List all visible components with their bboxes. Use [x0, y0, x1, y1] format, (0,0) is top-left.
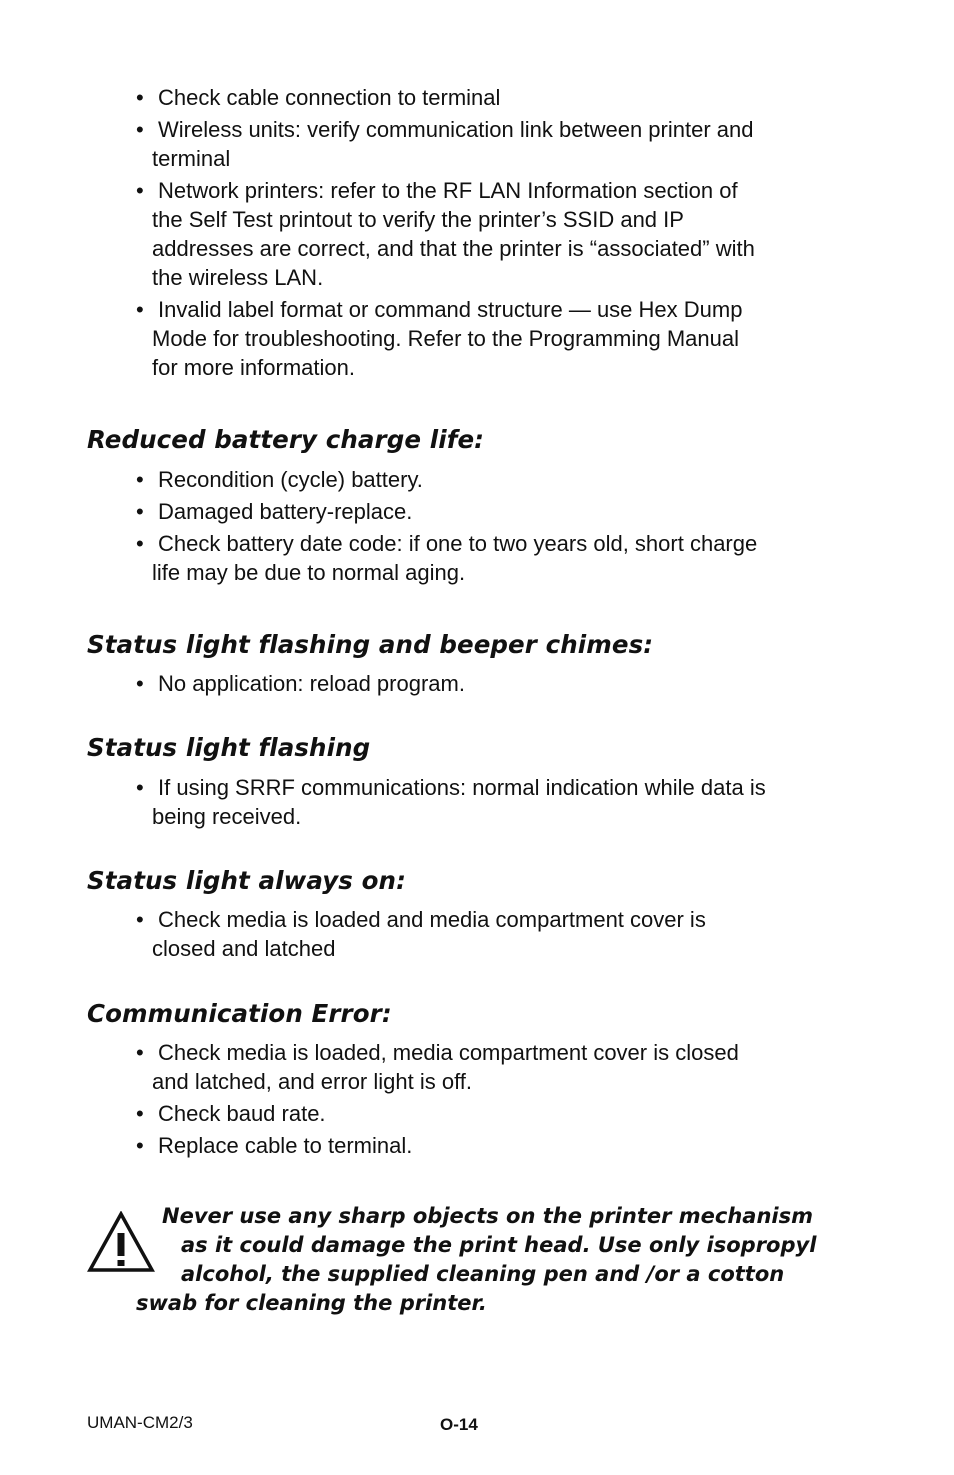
warning-note [136, 1202, 836, 1318]
list-cable-checks [136, 83, 755, 385]
section-heading-status-always-on: Status light always on: [87, 866, 406, 895]
list-battery [136, 465, 757, 590]
list-item: • Wireless units: verify communication link between printer and terminal [136, 117, 754, 171]
section-heading-battery: Reduced battery charge life: [87, 425, 485, 454]
list-status-beeper [136, 669, 465, 701]
warning-line: alcohol, the supplied cleaning pen and /or a cotton [181, 1262, 785, 1286]
list-item: • Check cable connection to terminal [136, 85, 501, 110]
list-item: • Check battery date code: if one to two years old, short charge life may be due to normal aging. [136, 531, 758, 585]
warning-line: Never use any sharp objects on the printer mechanism [162, 1204, 813, 1228]
page-number: O-14 [440, 1415, 478, 1434]
list-item: • Check media is loaded, media compartment cover is closed and latched, and error light is off. [136, 1040, 739, 1094]
list-status-always-on [136, 905, 706, 966]
list-item: • Invalid label format or command structure — use Hex Dump Mode for troubleshooting. Refer to the Programming Manual for more information. [136, 297, 743, 380]
list-item: • Check baud rate. [136, 1101, 326, 1126]
list-item: • No application: reload program. [136, 671, 465, 696]
section-heading-status-flashing: Status light flashing [87, 733, 371, 762]
section-heading-communication-error: Communication Error: [87, 999, 392, 1028]
section-heading-status-beeper: Status light flashing and beeper chimes: [87, 630, 654, 659]
list-item: • If using SRRF communications: normal indication while data is being received. [136, 775, 766, 829]
warning-line: as it could damage the print head. Use only isopropyl [181, 1233, 817, 1257]
list-item: • Replace cable to terminal. [136, 1133, 413, 1158]
list-item: • Network printers: refer to the RF LAN Information section of the Self Test printout to verify the printer’s SSID and IP addresses are correct, and that the printer is “associated” with the wireless LAN. [136, 178, 755, 290]
list-item: • Damaged battery-replace. [136, 499, 413, 524]
footer-doc-id: UMAN-CM2/3 [87, 1413, 193, 1432]
warning-line: swab for cleaning the printer. [136, 1291, 487, 1315]
list-item: • Recondition (cycle) battery. [136, 467, 423, 492]
list-status-flashing [136, 773, 766, 834]
list-communication-error [136, 1038, 739, 1163]
list-item: • Check media is loaded and media compartment cover is closed and latched [136, 907, 706, 961]
